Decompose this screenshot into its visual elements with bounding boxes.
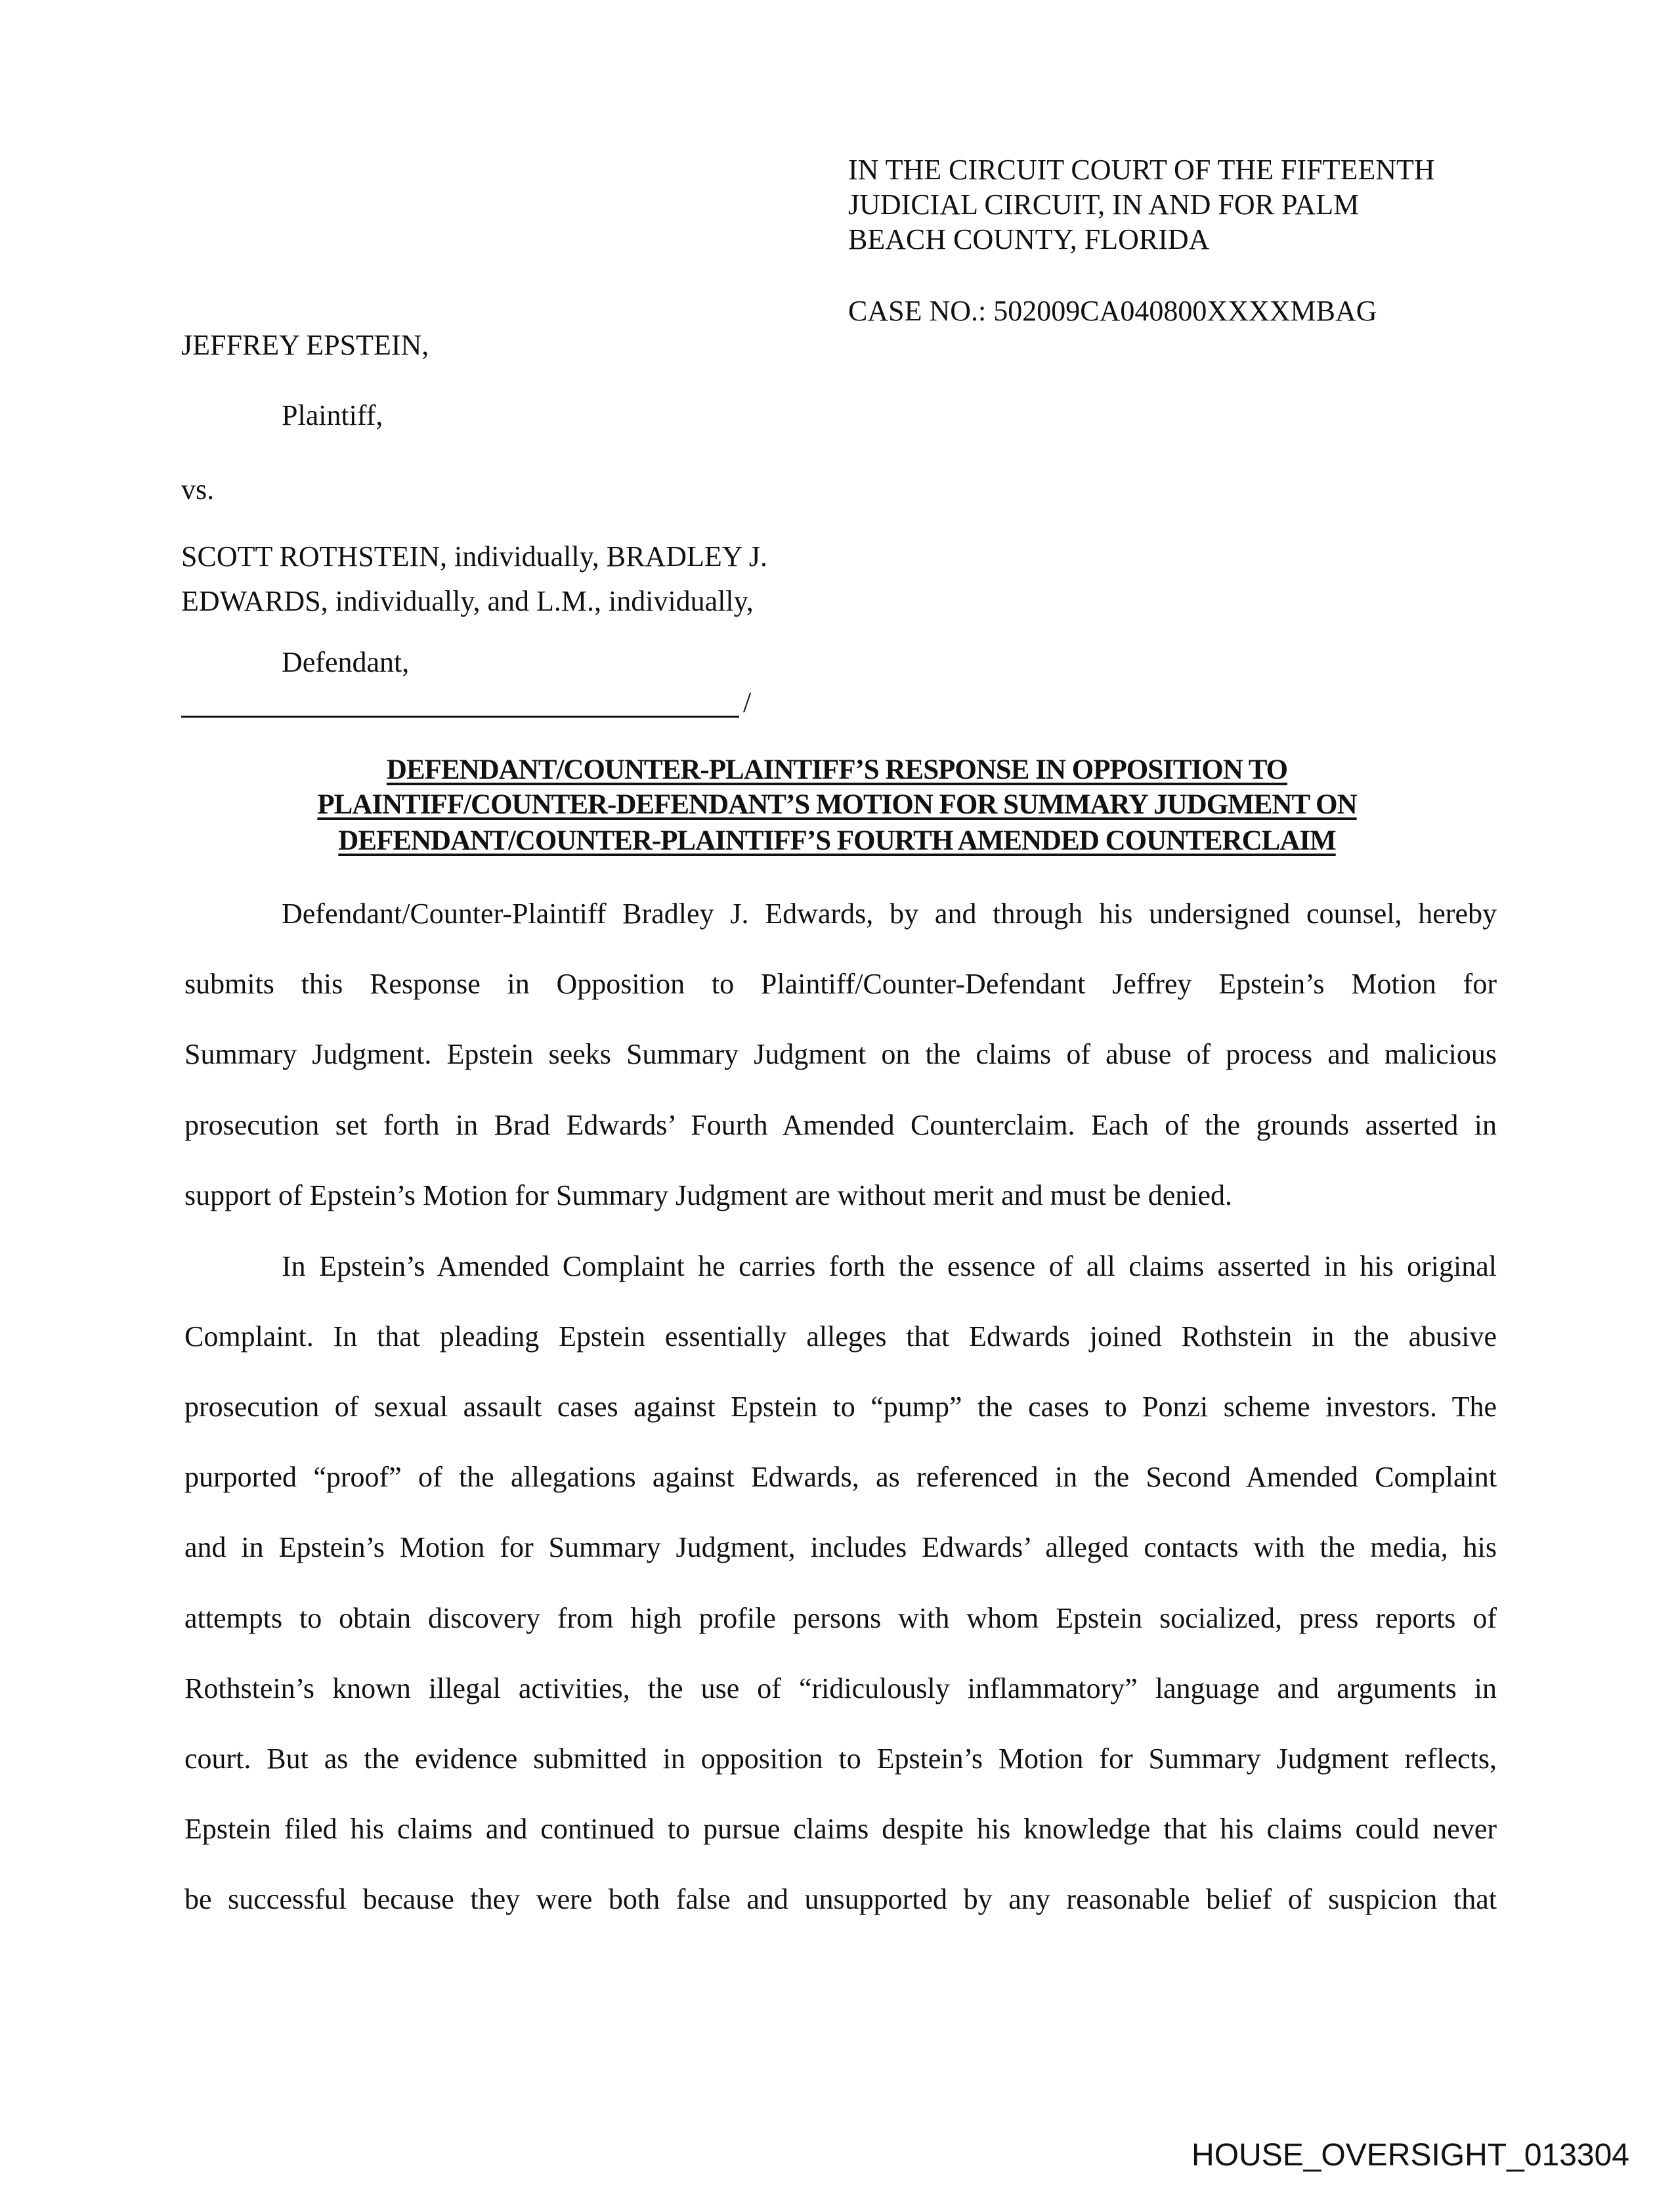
plaintiff-name: JEFFREY EPSTEIN, [181, 329, 429, 361]
court-line: JUDICIAL CIRCUIT, IN AND FOR PALM [848, 188, 1360, 221]
body-line: prosecution set forth in Brad Edwards’ Fourth Amended Counterclaim. Each of the grounds asserted in [184, 1109, 1497, 1141]
defendant-line: SCOTT ROTHSTEIN, individually, BRADLEY J. [181, 540, 768, 573]
court-caption [848, 152, 1435, 257]
defendant-line: EDWARDS, individually, and L.M., individually, [181, 585, 754, 617]
body-line: and in Epstein’s Motion for Summary Judgment, includes Edwards’ alleged contacts with the media, his [184, 1531, 1497, 1563]
document-title-line: PLAINTIFF/COUNTER-DEFENDANT’S MOTION FOR SUMMARY JUDGMENT ON [317, 789, 1357, 820]
body-line: Complaint. In that pleading Epstein essentially alleges that Edwards joined Rothstein in the abusive [184, 1320, 1497, 1353]
plaintiff-label: Plaintiff, [282, 399, 383, 431]
body-line: prosecution of sexual assault cases against Epstein to “pump” the cases to Ponzi scheme investors. The [184, 1391, 1497, 1423]
rule-slash: / [743, 686, 752, 718]
body-line: Rothstein’s known illegal activities, the use of “ridiculously inflammatory” language and arguments in [184, 1672, 1497, 1704]
defendant-label: Defendant, [282, 646, 410, 678]
versus: vs. [181, 473, 215, 506]
body-line: In Epstein’s Amended Complaint he carries forth the essence of all claims asserted in his original [282, 1250, 1497, 1282]
court-line: BEACH COUNTY, FLORIDA [848, 223, 1210, 255]
body-line: be successful because they were both false and unsupported by any reasonable belief of suspicion that [184, 1883, 1497, 1915]
document-title-line: DEFENDANT/COUNTER-PLAINTIFF’S RESPONSE IN OPPOSITION TO [386, 754, 1288, 785]
body-line: Summary Judgment. Epstein seeks Summary Judgment on the claims of abuse of process and malicious [184, 1038, 1497, 1070]
body-line: attempts to obtain discovery from high profile persons with whom Epstein socialized, press reports of [184, 1602, 1497, 1634]
body-line: support of Epstein’s Motion for Summary Judgment are without merit and must be denied. [184, 1179, 1232, 1211]
bates-number: HOUSE_OVERSIGHT_013304 [1191, 2138, 1629, 2173]
body-line: purported “proof” of the allegations against Edwards, as referenced in the Second Amended Complaint [184, 1461, 1497, 1493]
case-number: CASE NO.: 502009CA040800XXXXMBAG [848, 295, 1377, 327]
body-line: Epstein filed his claims and continued to pursue claims despite his knowledge that his claims could never [184, 1813, 1497, 1845]
document-title-line: DEFENDANT/COUNTER-PLAINTIFF’S FOURTH AMENDED COUNTERCLAIM [338, 825, 1336, 856]
body-line: court. But as the evidence submitted in opposition to Epstein’s Motion for Summary Judgment reflects, [184, 1743, 1497, 1775]
body-line: Defendant/Counter-Plaintiff Bradley J. Edwards, by and through his undersigned counsel, hereby [282, 898, 1497, 930]
signature-rule [181, 716, 739, 718]
court-line: IN THE CIRCUIT COURT OF THE FIFTEENTH [848, 154, 1435, 186]
body-line: submits this Response in Opposition to Plaintiff/Counter-Defendant Jeffrey Epstein’s Motion for [184, 968, 1497, 1000]
